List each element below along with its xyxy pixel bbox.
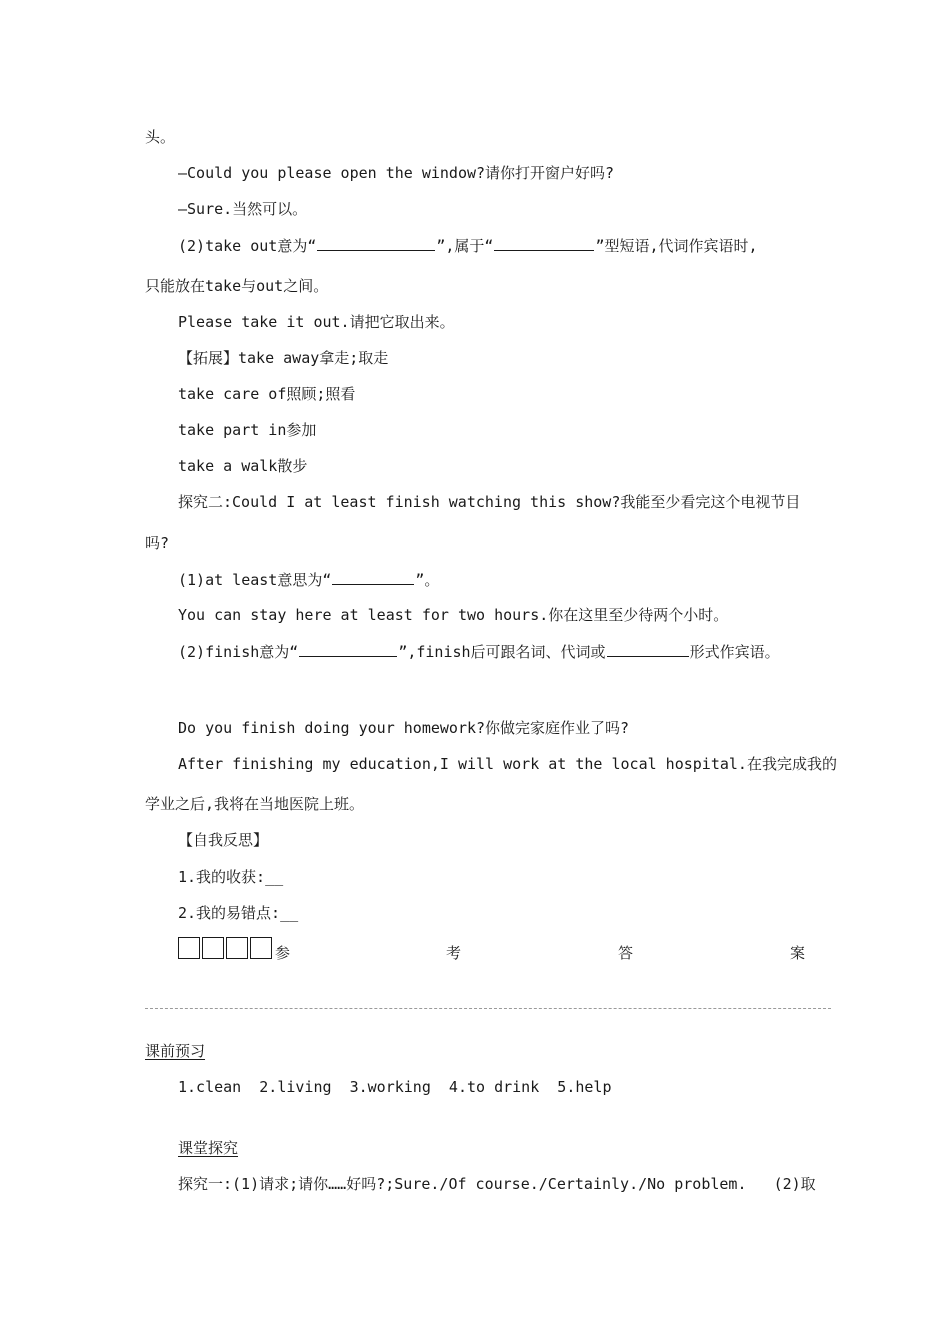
phrase-item: take care of照顾;照看 — [178, 385, 356, 403]
example-sentence: You can stay here at least for two hours.你在这里至少待两个小时。 — [178, 606, 729, 624]
text-line: 头。 — [145, 128, 176, 146]
text-segment: (2)take out意为“ — [178, 237, 317, 255]
explore-two-heading: 探究二:Could I at least finish watching this show?我能至少看完这个电视节目 — [178, 493, 801, 511]
example-sentence: Do you finish doing your homework?你做完家庭作业了吗? — [178, 719, 630, 737]
preview-section-title: 课前预习 — [145, 1042, 206, 1060]
finish-exercise — [178, 640, 780, 663]
text-segment: (2)finish意为“ — [178, 643, 299, 661]
decorative-box — [178, 937, 200, 959]
text-line: 只能放在take与out之间。 — [145, 277, 329, 295]
answer-heading-char: 案 — [790, 944, 806, 962]
text-segment: ”,属于“ — [436, 237, 494, 255]
dialogue-question: —Could you please open the window?请你打开窗户好吗? — [178, 164, 615, 182]
text-segment: 形式作宾语。 — [689, 643, 780, 661]
phrase-item: take part in参加 — [178, 421, 317, 439]
preview-answers: 1.clean 2.living 3.working 4.to drink 5.help — [178, 1078, 612, 1096]
text-segment: (1)at least意思为“ — [178, 571, 332, 589]
text-segment: ”。 — [415, 571, 440, 589]
decorative-box — [250, 937, 272, 959]
decorative-box — [226, 937, 248, 959]
text-segment: ”型短语,代词作宾语时, — [595, 237, 758, 255]
answer-heading-char: 答 — [618, 944, 634, 962]
answer-blank[interactable] — [317, 234, 435, 251]
reflection-heading: 【自我反思】 — [178, 831, 269, 849]
example-sentence: Please take it out.请把它取出来。 — [178, 313, 455, 331]
reflection-item: 2.我的易错点:__ — [178, 904, 299, 922]
dialogue-answer: —Sure.当然可以。 — [178, 200, 308, 218]
answer-blank[interactable] — [299, 640, 397, 657]
at-least-exercise — [178, 568, 439, 591]
answer-heading-char: 考 — [446, 944, 462, 962]
decorative-box — [202, 937, 224, 959]
phrase-item: take a walk散步 — [178, 457, 308, 475]
explore-section-title: 课堂探究 — [178, 1139, 239, 1157]
text-line: 吗? — [145, 534, 170, 552]
answer-blank[interactable] — [494, 234, 594, 251]
section-divider — [145, 1008, 831, 1009]
answer-blank[interactable] — [607, 640, 689, 657]
answer-blank[interactable] — [332, 568, 414, 585]
explore-answer: 探究一:(1)请求;请你……好吗?;Sure./Of course./Certainly./No problem. (2)取 — [178, 1175, 816, 1193]
text-line: 学业之后,我将在当地医院上班。 — [145, 795, 365, 813]
example-sentence: After finishing my education,I will work at the local hospital.在我完成我的 — [178, 755, 837, 773]
text-segment: ”,finish后可跟名词、代词或 — [398, 643, 606, 661]
reflection-item: 1.我的收获:__ — [178, 868, 284, 886]
take-out-exercise — [178, 234, 758, 257]
extension-heading: 【拓展】take away拿走;取走 — [178, 349, 389, 367]
answer-heading-char: 参 — [275, 944, 291, 962]
